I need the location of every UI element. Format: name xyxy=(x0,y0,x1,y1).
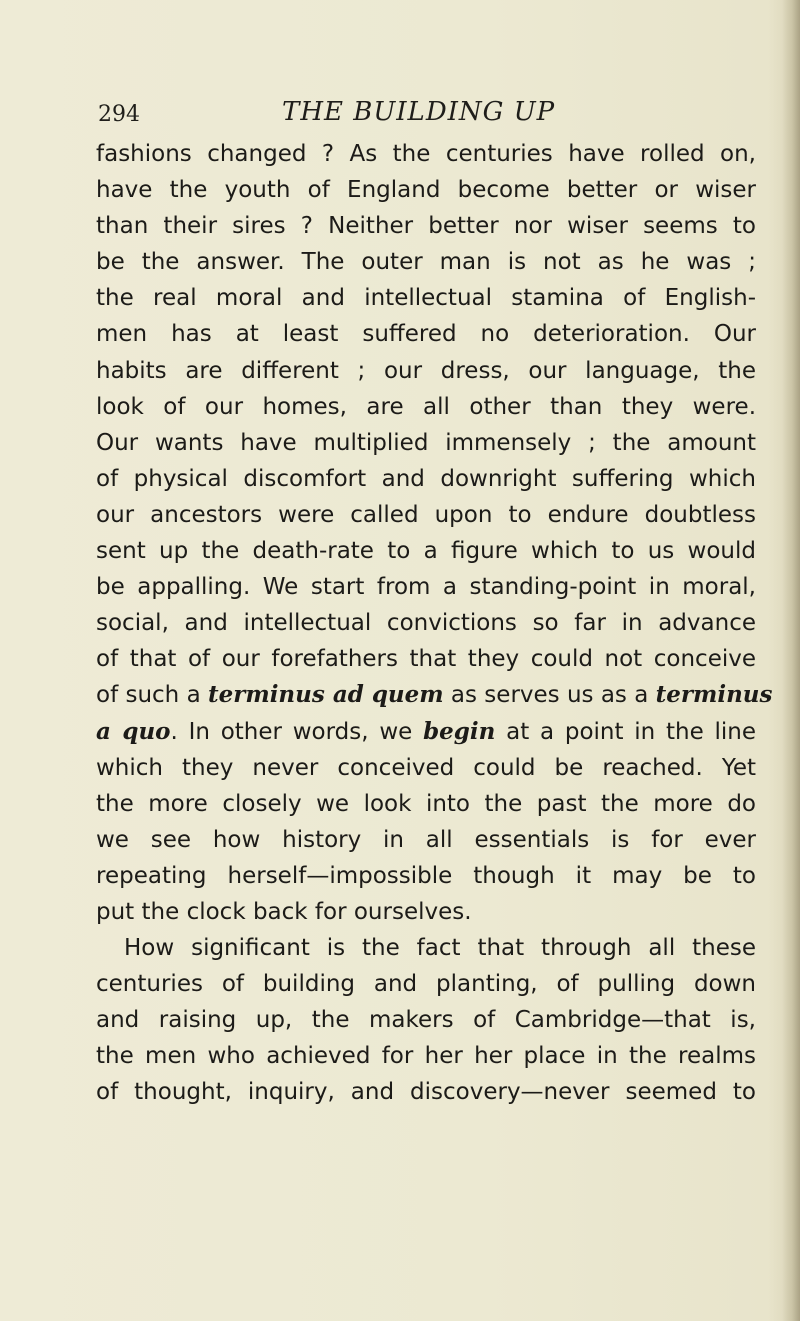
text-line xyxy=(96,316,756,352)
text-run: at a point in the line xyxy=(495,718,757,745)
text-run: and raising up, the makers of Cambridge—that is, xyxy=(96,1007,756,1034)
text-run: men has at least suffered no deterioration. Our xyxy=(96,321,756,348)
text-run: the men who achieved for her her place in the realms xyxy=(96,1043,756,1070)
text-run: social, and intellectual convictions so far in advance xyxy=(96,610,756,637)
text-run: repeating herself—impossible though it may be to xyxy=(96,862,756,889)
text-run: Our wants have multiplied immensely ; the amount xyxy=(96,429,756,456)
text-run: we see how history in all essentials is for ever xyxy=(96,826,756,853)
text-run: . In other words, we xyxy=(170,718,424,745)
text-line xyxy=(96,208,756,244)
text-run: of such a xyxy=(96,682,208,709)
text-run: habits are different ; our dress, our language, the xyxy=(96,357,756,384)
italic-phrase: terminus ad quem xyxy=(207,681,444,709)
running-head: THE BUILDING UP xyxy=(282,97,556,127)
text-line xyxy=(96,389,756,425)
text-line xyxy=(96,461,756,497)
text-run: of physical discomfort and downright suffering which xyxy=(96,465,756,492)
text-line xyxy=(96,822,756,858)
text-line xyxy=(96,714,756,750)
text-run: of that of our forefathers that they could not conceive xyxy=(96,646,756,673)
page-number: 294 xyxy=(98,102,140,127)
body-text xyxy=(96,136,773,1111)
text-line xyxy=(96,569,756,605)
italic-phrase: a quo xyxy=(96,717,171,745)
page-edge-shadow xyxy=(782,0,800,1321)
text-line xyxy=(96,533,756,569)
text-line xyxy=(96,605,756,641)
text-line xyxy=(96,641,756,677)
text-run: of thought, inquiry, and discovery—never seemed to xyxy=(96,1079,756,1106)
text-run: put the clock back for ourselves. xyxy=(96,898,472,925)
text-run: have the youth of England become better or wiser xyxy=(96,177,756,204)
text-run: as serves us as a xyxy=(443,682,656,709)
text-line xyxy=(96,425,756,461)
text-run: sent up the death-rate to a figure which to us would xyxy=(96,538,756,565)
text-line xyxy=(96,1038,756,1074)
paragraph-first-line xyxy=(96,930,756,966)
text-line xyxy=(96,858,756,894)
paragraph-last-line xyxy=(96,894,756,930)
text-run: be the answer. The outer man is not as he was ; xyxy=(96,249,756,276)
text-line xyxy=(96,353,756,389)
text-run: our ancestors were called upon to endure doubtless xyxy=(96,501,756,528)
text-run: the real moral and intellectual stamina of English- xyxy=(96,285,756,312)
text-line xyxy=(96,966,756,1002)
italic-phrase: begin xyxy=(423,717,496,745)
text-run: be appalling. We start from a standing-point in moral, xyxy=(96,574,756,601)
italic-phrase: terminus xyxy=(655,681,773,709)
text-line xyxy=(96,786,756,822)
text-line xyxy=(96,244,756,280)
text-line xyxy=(96,136,756,172)
text-line xyxy=(96,172,756,208)
text-run: How significant is the fact that through all these xyxy=(124,935,756,962)
text-run: look of our homes, are all other than they were. xyxy=(96,393,756,420)
text-run: than their sires ? Neither better nor wiser seems to xyxy=(96,213,756,240)
text-line xyxy=(96,1074,756,1110)
text-run: the more closely we look into the past the more do xyxy=(96,790,756,817)
text-line xyxy=(96,750,756,786)
text-line xyxy=(96,1002,756,1038)
text-line xyxy=(96,677,773,713)
text-run: which they never conceived could be reached. Yet xyxy=(96,754,756,781)
text-line xyxy=(96,280,756,316)
text-run: centuries of building and planting, of pulling down xyxy=(96,971,756,998)
text-line xyxy=(96,497,756,533)
text-run: fashions changed ? As the centuries have rolled on, xyxy=(96,141,756,167)
